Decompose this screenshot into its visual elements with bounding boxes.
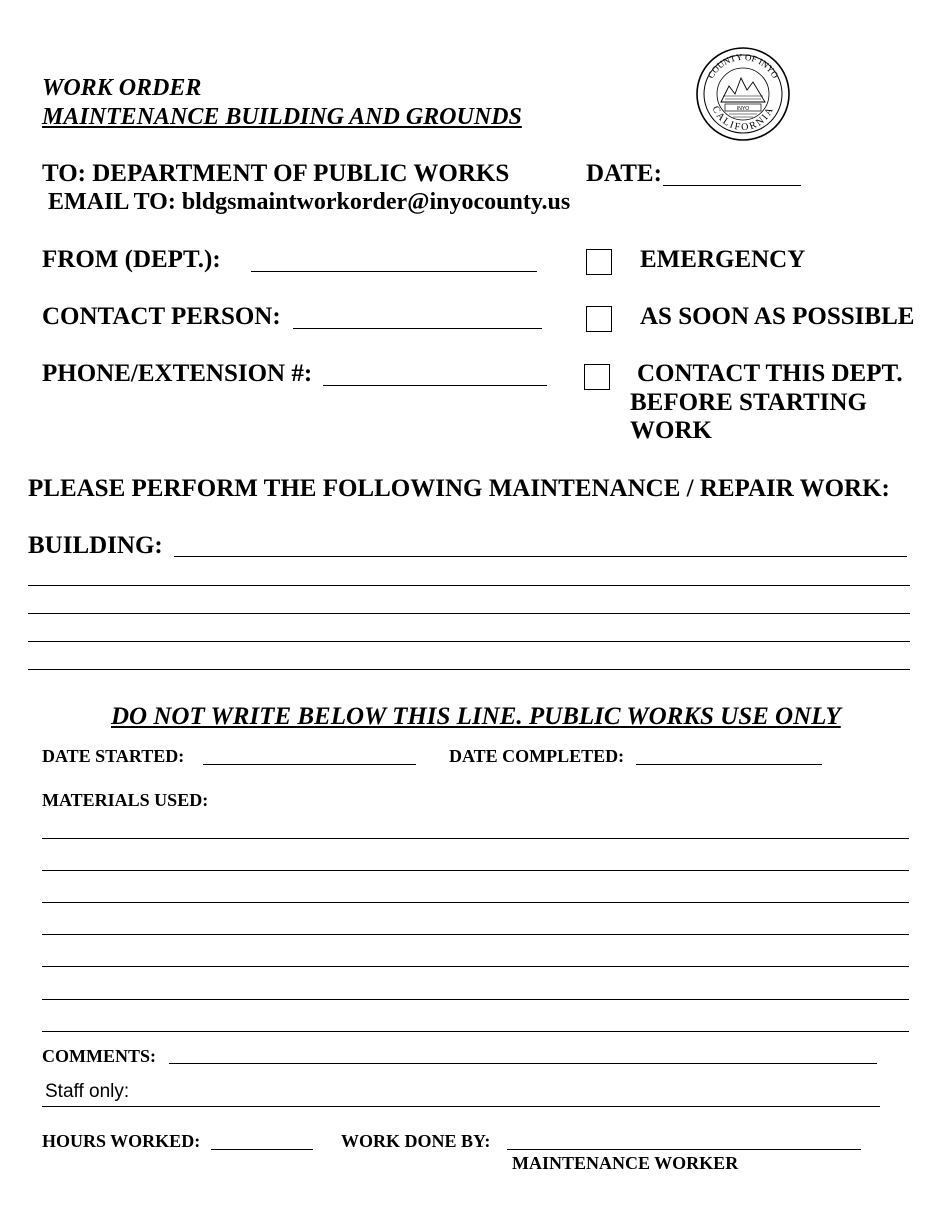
form-subtitle: MAINTENANCE BUILDING AND GROUNDS [42,104,522,130]
date-started-label: DATE STARTED: [42,746,185,766]
materials-used-label: MATERIALS USED: [42,790,209,810]
materials-line[interactable] [42,870,909,871]
svg-text:INYO: INYO [736,106,750,112]
emergency-checkbox[interactable] [586,249,612,275]
comments-field[interactable] [169,1063,877,1064]
svg-text:CALIFORNIA: CALIFORNIA [709,104,777,134]
svg-text:COUNTY OF INYO: COUNTY OF INYO [705,51,781,81]
date-started-field[interactable] [203,764,416,765]
contact-before-label-line1: CONTACT THIS DEPT. [637,360,903,387]
staff-only-label: Staff only: [45,1081,130,1102]
hours-worked-field[interactable] [211,1149,313,1150]
contact-person-label: CONTACT PERSON: [42,303,281,330]
materials-line[interactable] [42,934,909,935]
from-dept-label: FROM (DEPT.): [42,246,221,273]
maintenance-worker-caption: MAINTENANCE WORKER [512,1153,739,1173]
emergency-label: EMERGENCY [640,246,806,273]
description-line[interactable] [28,613,910,614]
email-to-label: EMAIL TO: bldgsmaintworkorder@inyocounty.us [48,189,571,215]
phone-extension-label: PHONE/EXTENSION #: [42,360,313,387]
work-done-by-field[interactable] [507,1149,861,1150]
materials-line[interactable] [42,999,909,1000]
description-line[interactable] [28,585,910,586]
asap-checkbox[interactable] [586,306,612,332]
hours-worked-label: HOURS WORKED: [42,1131,201,1151]
phone-extension-field[interactable] [323,385,547,386]
work-done-by-label: WORK DONE BY: [341,1131,491,1151]
contact-before-checkbox[interactable] [584,364,610,390]
comments-label: COMMENTS: [42,1046,156,1066]
work-instruction-heading: PLEASE PERFORM THE FOLLOWING MAINTENANCE / REPAIR WORK: [28,475,890,502]
description-line[interactable] [28,669,910,670]
contact-person-field[interactable] [293,328,542,329]
form-title: WORK ORDER [42,75,202,101]
description-line[interactable] [28,641,910,642]
to-department-label: TO: DEPARTMENT OF PUBLIC WORKS [42,160,510,187]
date-field[interactable] [663,185,801,186]
from-dept-field[interactable] [251,271,537,272]
date-completed-field[interactable] [636,764,822,765]
materials-line[interactable] [42,902,909,903]
public-works-only-notice: DO NOT WRITE BELOW THIS LINE. PUBLIC WORKS USE ONLY [111,703,841,730]
contact-before-label-line2: BEFORE STARTING [630,389,867,416]
date-completed-label: DATE COMPLETED: [449,746,625,766]
materials-line[interactable] [42,838,909,839]
staff-only-field[interactable] [42,1106,880,1107]
county-seal-logo [695,46,791,142]
building-label: BUILDING: [28,532,163,559]
asap-label: AS SOON AS POSSIBLE [640,303,915,330]
contact-before-label-line3: WORK [630,417,712,444]
building-field[interactable] [174,556,907,557]
date-label: DATE: [586,160,662,187]
materials-line[interactable] [42,966,909,967]
materials-line[interactable] [42,1031,909,1032]
